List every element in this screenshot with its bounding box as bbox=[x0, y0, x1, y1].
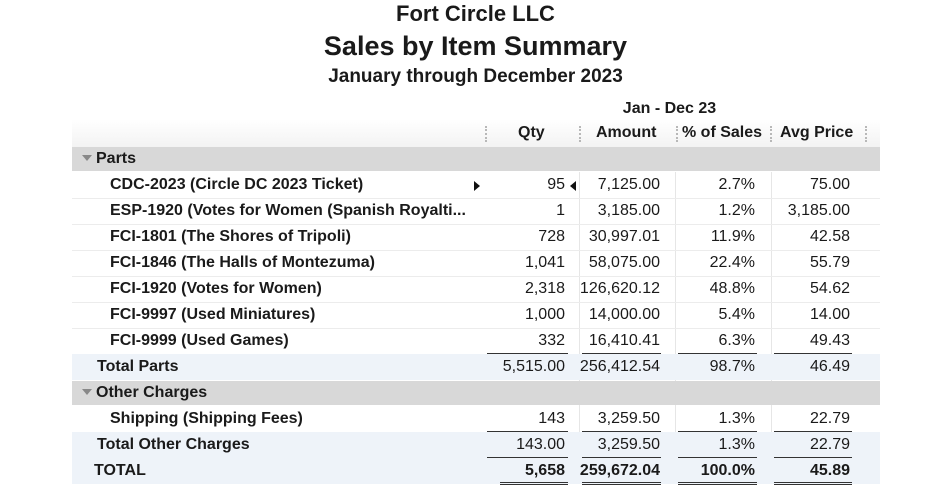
qty-cell[interactable]: 5,658 bbox=[524, 462, 565, 479]
report-title: Sales by Item Summary bbox=[323, 31, 628, 61]
pct-cell[interactable]: 1.2% bbox=[718, 202, 755, 219]
collapse-caret-icon[interactable] bbox=[82, 155, 92, 161]
avg-price-cell[interactable]: 55.79 bbox=[809, 254, 850, 271]
qty-cell[interactable]: 1,041 bbox=[524, 254, 565, 271]
item-name: FCI-1920 (Votes for Women) bbox=[110, 280, 322, 297]
amount-cell[interactable]: 3,185.00 bbox=[597, 202, 660, 219]
amount-cell[interactable]: 14,000.00 bbox=[588, 306, 660, 323]
pct-cell[interactable]: 98.7% bbox=[709, 358, 755, 375]
column-header-pct-of-sales[interactable]: % of Sales bbox=[682, 124, 763, 141]
table-row[interactable] bbox=[72, 406, 880, 432]
section-header-other-charges[interactable] bbox=[72, 381, 880, 405]
column-header-qty[interactable]: Qty bbox=[518, 124, 545, 141]
qty-cell[interactable]: 332 bbox=[538, 332, 565, 349]
amount-cell[interactable]: 58,075.00 bbox=[588, 254, 660, 271]
qty-cell[interactable]: 1 bbox=[556, 202, 565, 219]
report-period: January through December 2023 bbox=[328, 66, 623, 87]
column-resize-handle[interactable] bbox=[485, 126, 487, 142]
column-header-row bbox=[72, 119, 880, 147]
amount-cell[interactable]: 259,672.04 bbox=[579, 462, 660, 479]
table-row[interactable] bbox=[72, 224, 880, 250]
grand-total-double-underline bbox=[582, 482, 661, 485]
avg-price-cell[interactable]: 14.00 bbox=[809, 306, 850, 323]
avg-price-cell[interactable]: 22.79 bbox=[809, 410, 850, 427]
qty-cell[interactable]: 143 bbox=[538, 410, 565, 427]
table-row[interactable] bbox=[72, 250, 880, 276]
grand-total-double-underline bbox=[774, 482, 852, 485]
amount-cell[interactable]: 7,125.00 bbox=[597, 176, 660, 193]
qty-cell[interactable]: 95 bbox=[547, 176, 565, 193]
collapse-caret-icon[interactable] bbox=[82, 389, 92, 395]
column-group-header: Jan - Dec 23 bbox=[622, 100, 717, 117]
company-name: Fort Circle LLC bbox=[396, 1, 555, 26]
avg-price-cell[interactable]: 49.43 bbox=[809, 332, 850, 349]
grand-total-label: TOTAL bbox=[94, 462, 146, 479]
total-row-parts[interactable] bbox=[72, 354, 880, 380]
qty-cell[interactable]: 2,318 bbox=[524, 280, 565, 297]
item-name: FCI-9999 (Used Games) bbox=[110, 332, 289, 349]
column-resize-handle[interactable] bbox=[865, 126, 867, 142]
section-header-parts[interactable] bbox=[72, 147, 880, 171]
column-resize-handle[interactable] bbox=[579, 126, 581, 142]
qty-cell[interactable]: 728 bbox=[538, 228, 565, 245]
qty-cell[interactable]: 143.00 bbox=[516, 436, 565, 453]
pct-cell[interactable]: 100.0% bbox=[700, 462, 755, 479]
pct-cell[interactable]: 1.3% bbox=[718, 410, 755, 427]
amount-cell[interactable]: 3,259.50 bbox=[597, 410, 660, 427]
avg-price-cell[interactable]: 22.79 bbox=[809, 436, 850, 453]
item-name: ESP-1920 (Votes for Women (Spanish Royalti... bbox=[110, 202, 466, 219]
qty-cell[interactable]: 1,000 bbox=[524, 306, 565, 323]
column-resize-handle[interactable] bbox=[676, 126, 678, 142]
column-resize-handle[interactable] bbox=[770, 126, 772, 142]
avg-price-cell[interactable]: 45.89 bbox=[809, 462, 850, 479]
grand-total-row[interactable] bbox=[72, 458, 880, 484]
total-row-other-charges[interactable] bbox=[72, 432, 880, 458]
section-label: Other Charges bbox=[96, 384, 208, 401]
amount-cell[interactable]: 30,997.01 bbox=[588, 228, 660, 245]
triangle-left-icon bbox=[570, 181, 576, 191]
avg-price-cell[interactable]: 46.49 bbox=[809, 358, 850, 375]
pct-cell[interactable]: 11.9% bbox=[710, 228, 755, 245]
table-row[interactable] bbox=[72, 302, 880, 328]
avg-price-cell[interactable]: 54.62 bbox=[809, 280, 850, 297]
grand-total-double-underline bbox=[500, 482, 568, 485]
section-label: Parts bbox=[96, 150, 137, 167]
table-row[interactable] bbox=[72, 328, 880, 354]
amount-cell[interactable]: 126,620.12 bbox=[579, 280, 660, 297]
amount-cell[interactable]: 16,410.41 bbox=[588, 332, 660, 349]
pct-cell[interactable]: 5.4% bbox=[718, 306, 755, 323]
pct-cell[interactable]: 6.3% bbox=[718, 332, 755, 349]
pct-cell[interactable]: 48.8% bbox=[709, 280, 755, 297]
pct-cell[interactable]: 1.3% bbox=[718, 436, 755, 453]
item-name: FCI-1801 (The Shores of Tripoli) bbox=[110, 228, 351, 245]
total-label: Total Other Charges bbox=[97, 436, 250, 453]
avg-price-cell[interactable]: 3,185.00 bbox=[787, 202, 850, 219]
grand-total-double-underline bbox=[678, 482, 757, 485]
pct-cell[interactable]: 22.4% bbox=[709, 254, 755, 271]
total-label: Total Parts bbox=[97, 358, 179, 375]
table-row[interactable] bbox=[72, 276, 880, 302]
triangle-right-icon bbox=[474, 181, 480, 191]
avg-price-cell[interactable]: 75.00 bbox=[809, 176, 850, 193]
item-name: FCI-1846 (The Halls of Montezuma) bbox=[110, 254, 375, 271]
avg-price-cell[interactable]: 42.58 bbox=[809, 228, 850, 245]
item-name: FCI-9997 (Used Miniatures) bbox=[110, 306, 316, 323]
item-name: CDC-2023 (Circle DC 2023 Ticket) bbox=[110, 176, 364, 193]
qty-cell[interactable]: 5,515.00 bbox=[502, 358, 565, 375]
pct-cell[interactable]: 2.7% bbox=[718, 176, 755, 193]
column-header-amount[interactable]: Amount bbox=[596, 124, 657, 141]
table-row[interactable] bbox=[72, 198, 880, 224]
amount-cell[interactable]: 3,259.50 bbox=[597, 436, 660, 453]
amount-cell[interactable]: 256,412.54 bbox=[579, 358, 660, 375]
column-header-avg-price[interactable]: Avg Price bbox=[780, 124, 854, 141]
item-name: Shipping (Shipping Fees) bbox=[110, 410, 303, 427]
